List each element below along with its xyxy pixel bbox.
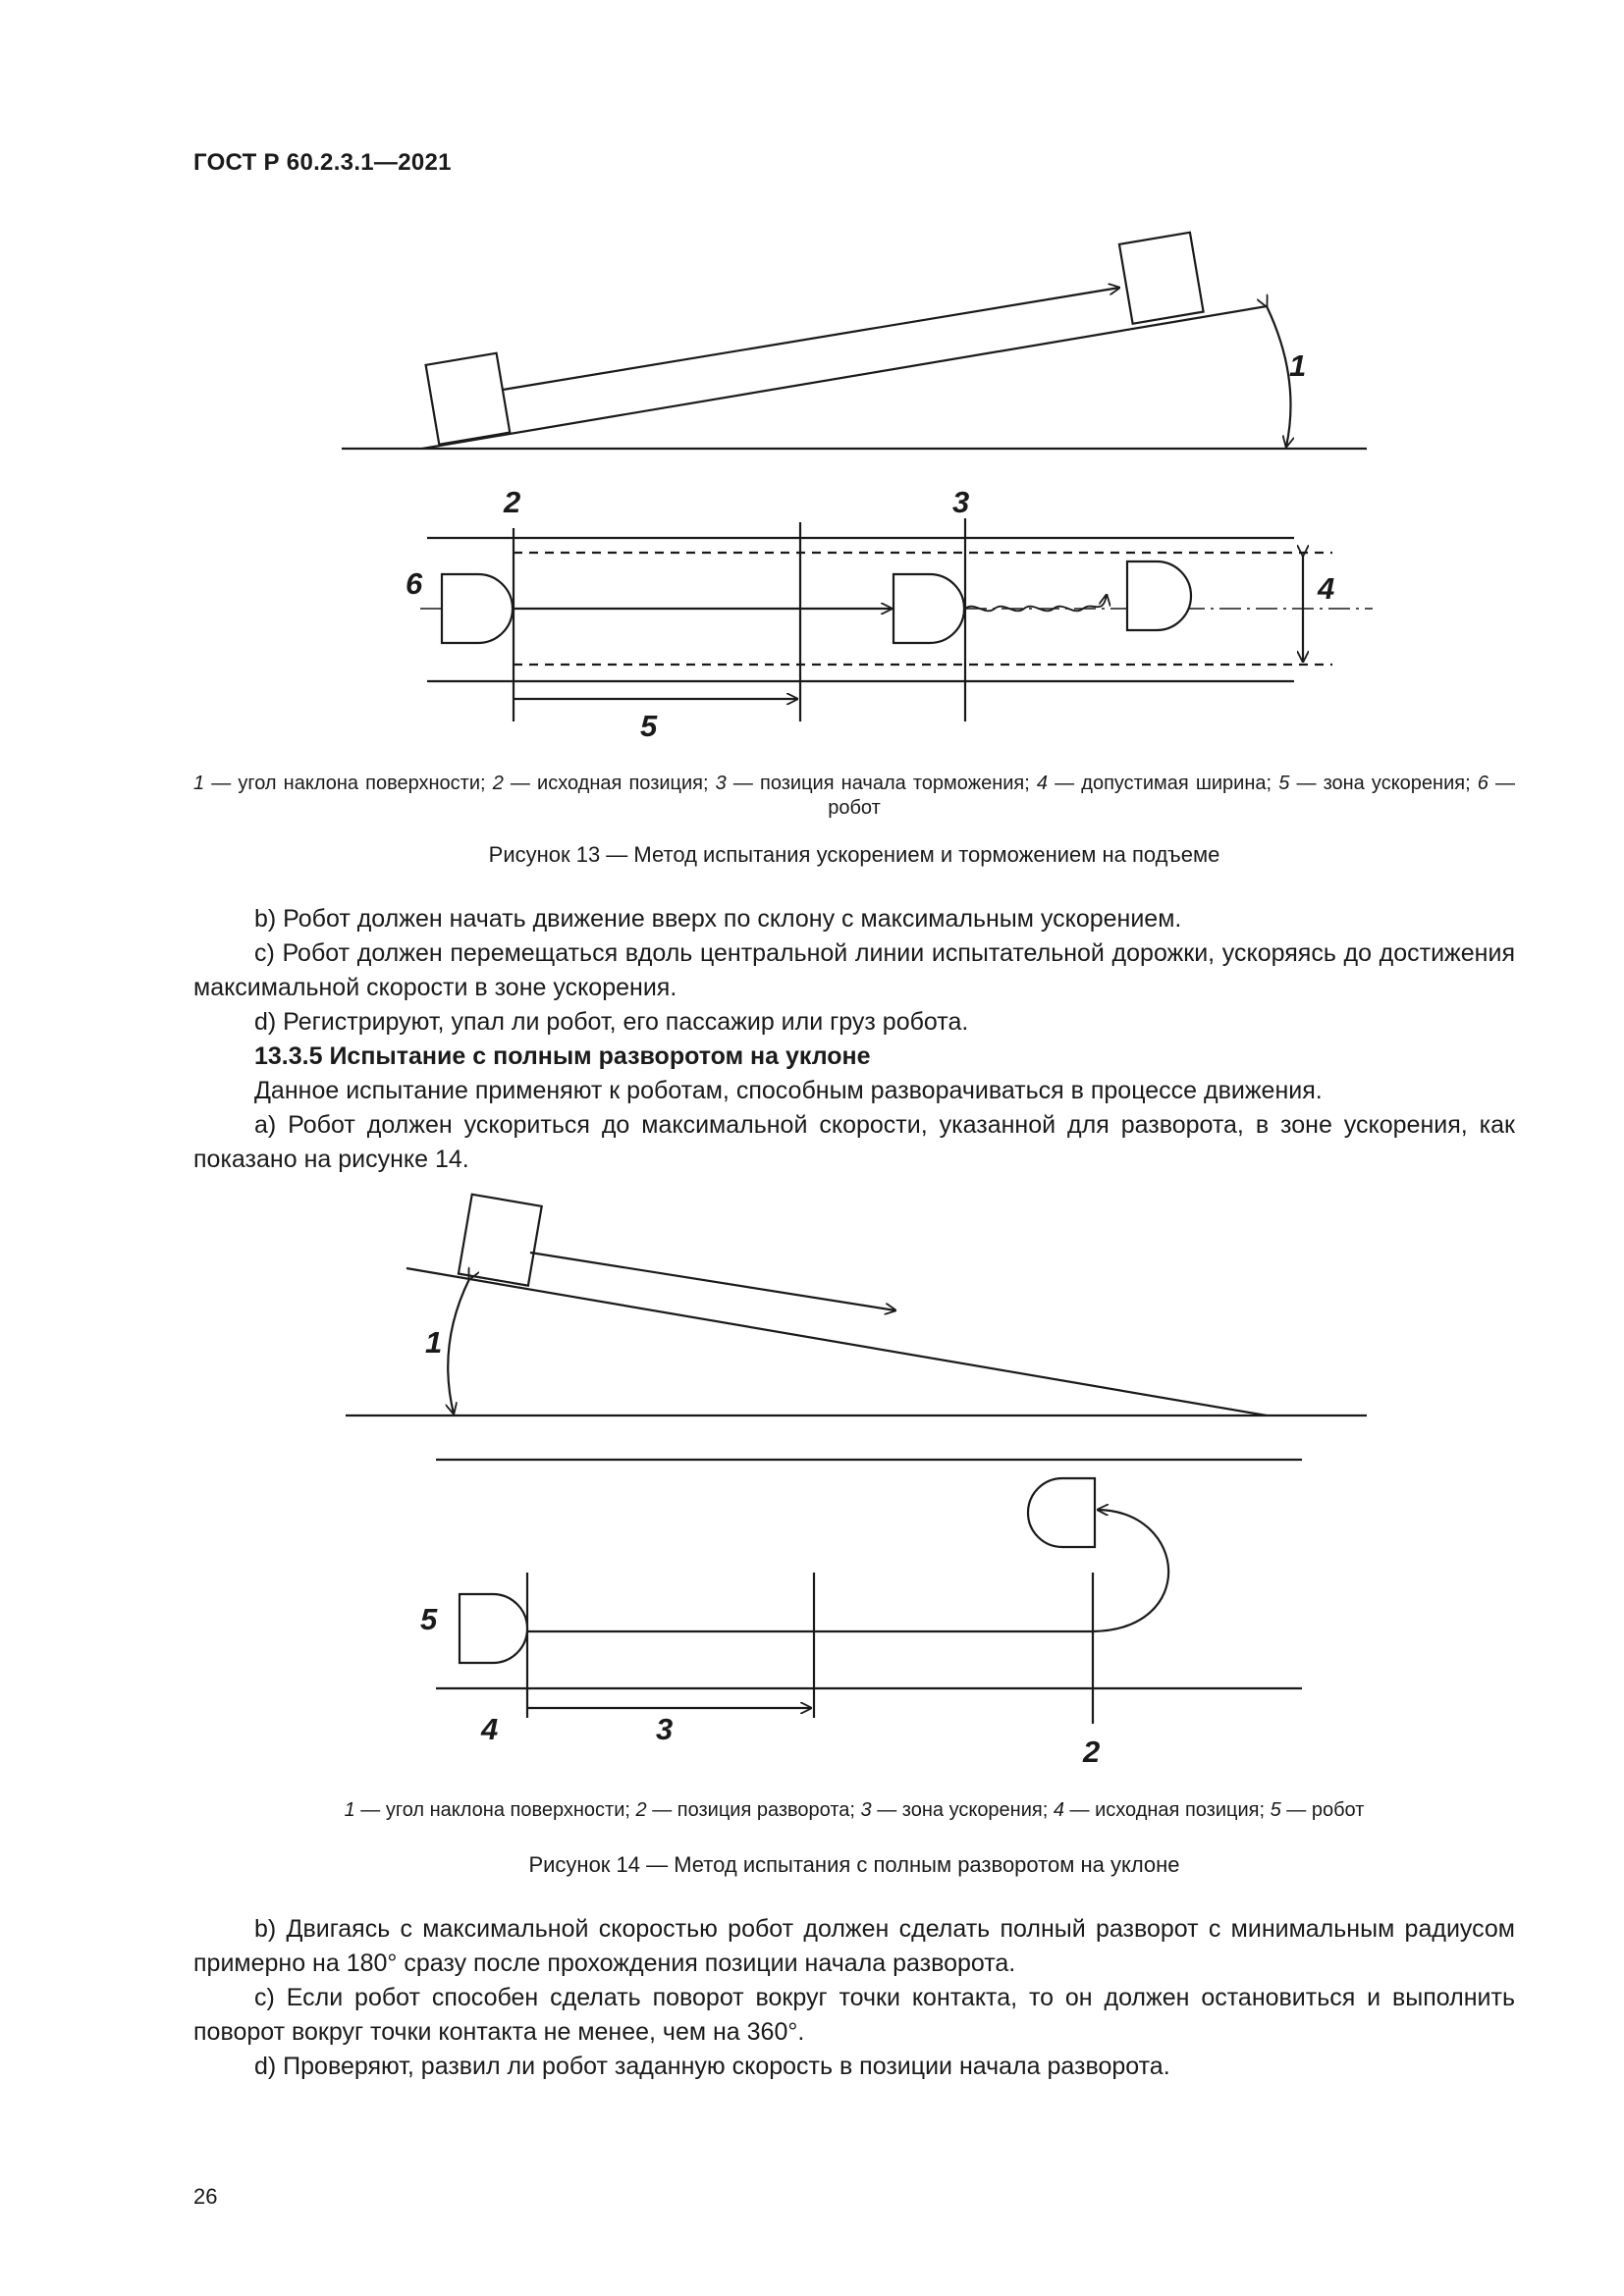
figure-13-diagram (0, 0, 1624, 746)
robot-braking-symbol (893, 574, 964, 643)
legend-item: 5 — зона ускорения; (1278, 773, 1478, 794)
robot-turned-symbol (1028, 1478, 1095, 1547)
motion-arrow (530, 1253, 895, 1310)
angle-arc (448, 1279, 469, 1414)
figure-13-legend (193, 772, 1515, 821)
fig13-label-4: 4 (1318, 571, 1335, 606)
paragraph: d) Проверяют, развил ли робот заданную скорость в позиции начала разворота. (254, 2053, 1170, 2080)
robot-start-symbol (460, 1594, 527, 1663)
legend-item: 4 — исходная позиция; (1053, 1799, 1271, 1821)
incline-surface (422, 306, 1267, 449)
section-heading: 13.3.5 Испытание с полным разворотом на уклоне (254, 1042, 871, 1070)
legend-item: 1 — угол наклона поверхности; (193, 773, 493, 794)
fig14-label-1: 1 (425, 1325, 443, 1360)
fig14-label-5: 5 (420, 1602, 438, 1636)
paragraph: a) Робот должен ускориться до максимальной скорости, указанной для разворота, в зоне ускорения, как показано на рисунке 14. (193, 1111, 1515, 1173)
paragraph: d) Регистрируют, упал ли робот, его пассажир или груз робота. (254, 1008, 969, 1036)
fig14-label-4: 4 (481, 1712, 499, 1746)
paragraph: c) Если робот способен сделать поворот вокруг точки контакта, то он должен остановиться и выполнить поворот вокруг точки контакта не менее, чем на 360°. (193, 1984, 1515, 2046)
fig13-label-6: 6 (406, 566, 423, 601)
fig14-label-2: 2 (1083, 1735, 1101, 1769)
fig14-label-3: 3 (656, 1712, 674, 1746)
figure-14-legend (193, 1798, 1515, 1823)
document-header: ГОСТ Р 60.2.3.1—2021 (193, 149, 452, 176)
robot-stopped-symbol (1127, 561, 1191, 630)
fig13-label-2: 2 (504, 485, 521, 519)
u-turn-arrow (1093, 1510, 1168, 1631)
fig13-label-3: 3 (952, 485, 970, 519)
legend-item: 2 — позиция разворота; (635, 1799, 861, 1821)
robot-box (459, 1195, 542, 1286)
incline-surface (406, 1268, 1267, 1415)
figure-13-caption: Рисунок 13 — Метод испытания ускорением и торможением на подъеме (488, 842, 1220, 867)
legend-item: 1 — угол наклона поверхности; (344, 1799, 636, 1821)
paragraph: c) Робот должен перемещаться вдоль центральной линии испытательной дорожки, ускоряясь до достижения максимальной скорости в зоне ускорения. (193, 939, 1515, 1001)
robot-start-symbol (442, 574, 513, 643)
motion-arrow (503, 288, 1119, 390)
legend-item: 5 — робот (1270, 1799, 1365, 1821)
angle-arc (1267, 306, 1291, 447)
page-number: 26 (193, 2184, 218, 2209)
fig13-label-1: 1 (1289, 348, 1307, 383)
paragraph: b) Двигаясь с максимальной скоростью робот должен сделать полный разворот с минимальным радиусом примерно на 180° сразу после прохождения позиции начала разворота. (193, 1915, 1515, 1977)
paragraph: Данное испытание применяют к роботам, способным разворачиваться в процессе движения. (254, 1077, 1323, 1104)
legend-item: 4 — допустимая ширина; (1036, 773, 1279, 794)
robot-box-start (426, 353, 511, 445)
legend-item: 3 — зона ускорения; (860, 1799, 1054, 1821)
legend-item: 3 — позиция начала торможения; (715, 773, 1037, 794)
figure-14-diagram (0, 1178, 1624, 1787)
figure-14-caption: Рисунок 14 — Метод испытания с полным разворотом на уклоне (528, 1852, 1180, 1877)
legend-item: 6 — робот (828, 773, 1516, 819)
fig13-label-5: 5 (640, 709, 658, 743)
paragraph: b) Робот должен начать движение вверх по склону с максимальным ускорением. (254, 905, 1182, 933)
legend-item: 2 — исходная позиция; (492, 773, 716, 794)
robot-box-end (1119, 233, 1204, 324)
